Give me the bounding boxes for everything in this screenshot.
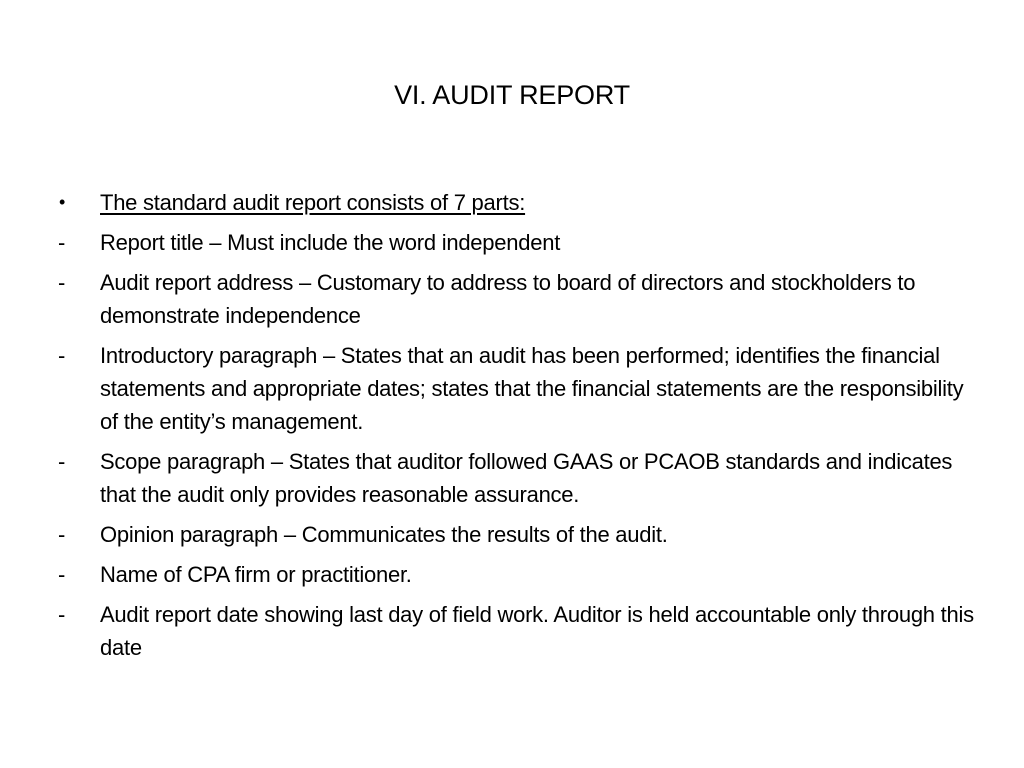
dash-marker: - [58, 522, 66, 547]
list-item-text: Introductory paragraph – States that an audit has been performed; identifies the financial statements and appropriate dates; states that the financial statements are the responsibility of the entity’s management. [100, 343, 964, 434]
list-item [56, 558, 986, 591]
bullet-icon: • [59, 192, 66, 212]
dash-marker: - [58, 343, 66, 368]
lead-bullet-item [56, 186, 986, 219]
dash-marker: - [58, 230, 66, 255]
list-item [56, 598, 986, 664]
list-item [56, 226, 986, 259]
list-item [56, 339, 986, 438]
list-item-text: Audit report date showing last day of field work. Auditor is held accountable only through this date [100, 602, 974, 660]
list-item [56, 445, 986, 511]
list-item-text: Name of CPA firm or practitioner. [100, 562, 412, 587]
slide-title: VI. AUDIT REPORT [394, 80, 630, 110]
dash-marker: - [58, 562, 66, 587]
list-item-text: Audit report address – Customary to address to board of directors and stockholders to demonstrate independence [100, 270, 916, 328]
list-item [56, 518, 986, 551]
list-item-text: Scope paragraph – States that auditor followed GAAS or PCAOB standards and indicates that the audit only provides reasonable assurance. [100, 449, 953, 507]
list-item-text: Opinion paragraph – Communicates the results of the audit. [100, 522, 668, 547]
dash-marker: - [58, 270, 66, 295]
list-item [56, 266, 986, 332]
slide-content [56, 186, 986, 671]
dash-marker: - [58, 449, 66, 474]
lead-text: The standard audit report consists of 7 parts: [100, 190, 526, 215]
dash-marker: - [58, 602, 66, 627]
list-item-text: Report title – Must include the word independent [100, 230, 561, 255]
